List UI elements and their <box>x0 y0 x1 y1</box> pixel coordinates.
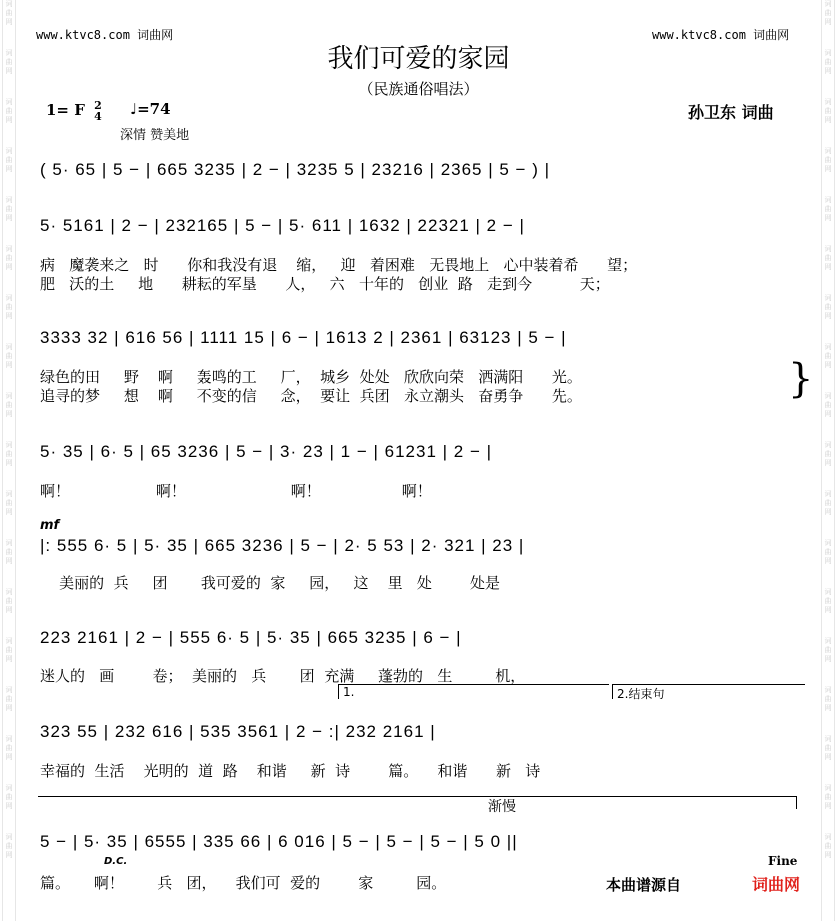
volta-second-ending <box>612 684 805 699</box>
watermark-text: 词曲网 <box>5 294 13 320</box>
watermark-text: 词曲网 <box>824 588 832 614</box>
watermark-text: 词曲网 <box>5 441 13 467</box>
watermark-text: 词曲网 <box>5 735 13 761</box>
score-line-2: 5· 5161 | 2 − | 232165 | 5 − | 5· 611 | 1632 | 22321 | 2 − | <box>40 216 525 235</box>
key-label: 1= F <box>46 101 85 119</box>
watermark-text: 词曲网 <box>824 245 832 271</box>
watermark-text: 词曲网 <box>5 196 13 222</box>
watermark-text: 词曲网 <box>824 490 832 516</box>
fine-mark: Fine <box>768 854 798 868</box>
volta-first-ending <box>338 684 609 699</box>
watermark-text: 词曲网 <box>824 294 832 320</box>
watermark-text: 词曲网 <box>5 147 13 173</box>
ritardando-mark: 渐慢 <box>488 799 516 815</box>
song-subtitle: （民族通俗唱法） <box>358 80 479 98</box>
watermark-text: 词曲网 <box>824 49 832 75</box>
volta-1-label: 1. <box>343 685 355 699</box>
da-capo-mark: D.C. <box>104 856 128 867</box>
right-watermark-strip <box>821 0 835 921</box>
watermark-text: 词曲网 <box>824 637 832 663</box>
key-signature <box>46 100 106 122</box>
lyric-line-7: 幸福的 生活 光明的 道 路 和谐 新 诗 篇。 和谐 新 诗 <box>40 762 541 780</box>
watermark-text: 词曲网 <box>5 833 13 859</box>
score-line-4: 5· 35 | 6· 5 | 65 3236 | 5 − | 3· 23 | 1 − | 61231 | 2 − | <box>40 442 493 461</box>
lyric-line-3-verse-2: 追寻的梦 想 啊 不变的信 念， 要让 兵团 永立潮头 奋勇争 先。 <box>40 387 582 405</box>
score-line-5: |: 555 6· 5 | 5· 35 | 665 3236 | 5 − | 2· 5 53 | 2· 321 | 23 | <box>40 536 525 555</box>
watermark-text: 词曲网 <box>824 441 832 467</box>
watermark-text: 词曲网 <box>824 147 832 173</box>
watermark-text: 词曲网 <box>5 637 13 663</box>
expression-mark: 深情 赞美地 <box>120 128 190 143</box>
site-logo[interactable]: 词曲网 <box>752 875 801 894</box>
watermark-text: 词曲网 <box>5 588 13 614</box>
watermark-text: 词曲网 <box>824 784 832 810</box>
watermark-text: 词曲网 <box>824 735 832 761</box>
tempo-mark: ♩=74 <box>130 100 171 118</box>
volta-2-label: 2.结束句 <box>617 687 665 701</box>
watermark-text: 词曲网 <box>824 539 832 565</box>
watermark-text: 词曲网 <box>824 833 832 859</box>
watermark-text: 词曲网 <box>824 0 832 26</box>
score-line-7: 323 55 | 232 616 | 535 3561 | 2 − :| 232 2161 | <box>40 722 436 741</box>
lyric-line-3-verse-1: 绿色的田 野 啊 轰鸣的工 厂， 城乡 处处 欣欣向荣 洒满阳 光。 <box>40 368 582 386</box>
left-watermark-strip <box>2 0 16 921</box>
site-url-right: www.ktvc8.com 词曲网 <box>652 28 790 42</box>
watermark-text: 词曲网 <box>5 343 13 369</box>
composer-credit: 孙卫东 词曲 <box>688 103 774 122</box>
watermark-text: 词曲网 <box>5 392 13 418</box>
verse-brace: } <box>788 356 814 402</box>
watermark-text: 词曲网 <box>5 245 13 271</box>
source-note: 本曲谱源自 <box>606 876 682 894</box>
watermark-text: 词曲网 <box>5 0 13 26</box>
lyric-line-4: 啊！ 啊！ 啊！ 啊！ <box>40 482 432 500</box>
site-url-left: www.ktvc8.com 词曲网 <box>36 28 174 42</box>
watermark-text: 词曲网 <box>5 490 13 516</box>
time-signature <box>94 100 102 122</box>
score-line-3: 3333 32 | 616 56 | 1111 15 | 6 − | 1613 2 | 2361 | 63123 | 5 − | <box>40 328 567 347</box>
lyric-line-5: 美丽的 兵 团 我可爱的 家 园， 这 里 处 处是 <box>40 574 501 592</box>
watermark-text: 词曲网 <box>824 686 832 712</box>
watermark-text: 词曲网 <box>824 196 832 222</box>
watermark-text: 词曲网 <box>824 343 832 369</box>
time-bottom: 4 <box>94 110 102 123</box>
watermark-text: 词曲网 <box>5 98 13 124</box>
score-line-8: 5 − | 5· 35 | 6555 | 335 66 | 6 016 | 5 − | 5 − | 5 − | 5 0 || <box>40 832 518 851</box>
time-top: 2 <box>94 99 102 112</box>
score-line-1: ( 5· 65 | 5 − | 665 3235 | 2 − | 3235 5 | 23216 | 2365 | 5 − ) | <box>40 160 551 179</box>
lyric-line-2-verse-1: 病 魔袭来之 时 你和我没有退 缩， 迎 着困难 无畏地上 心中装着希 望； <box>40 256 638 274</box>
watermark-text: 词曲网 <box>5 539 13 565</box>
dynamic-mf: mf <box>40 518 60 533</box>
watermark-text: 词曲网 <box>5 784 13 810</box>
ritardando-bracket <box>38 796 797 809</box>
lyric-line-8: 篇。 啊！ 兵 团， 我们可 爱的 家 园。 <box>40 874 447 892</box>
song-title: 我们可爱的家园 <box>327 44 510 74</box>
watermark-text: 词曲网 <box>5 49 13 75</box>
watermark-text: 词曲网 <box>824 98 832 124</box>
watermark-text: 词曲网 <box>824 392 832 418</box>
score-line-6: 223 2161 | 2 − | 555 6· 5 | 5· 35 | 665 3235 | 6 − | <box>40 628 462 647</box>
lyric-line-2-verse-2: 肥 沃的土 地 耕耘的军垦 人， 六 十年的 创业 路 走到今 天； <box>40 275 610 293</box>
lyric-line-6: 迷人的 画 卷； 美丽的 兵 团 充满 蓬勃的 生 机， <box>40 667 526 685</box>
watermark-text: 词曲网 <box>5 686 13 712</box>
